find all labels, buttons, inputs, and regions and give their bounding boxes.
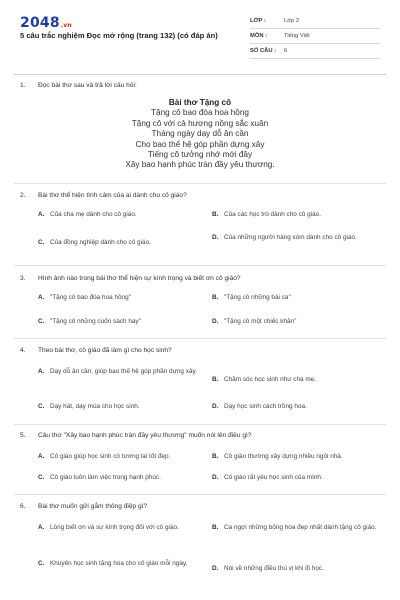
meta-table bbox=[250, 14, 380, 59]
question-divider bbox=[14, 183, 386, 184]
option-text: Của các học trò dành cho cô giáo. bbox=[224, 211, 321, 218]
option-text: "Tặng cô những bài ca" bbox=[224, 294, 291, 301]
option-a[interactable] bbox=[38, 524, 200, 533]
option-text: "Tặng cô những cuốn sách hay" bbox=[50, 318, 141, 325]
question-number: 5. bbox=[20, 432, 26, 439]
poem-title: Bài thơ Tặng cô bbox=[168, 98, 232, 107]
meta-row-count bbox=[250, 44, 380, 59]
meta-value: Lớp 2 bbox=[284, 18, 300, 24]
option-letter: C. bbox=[38, 403, 45, 410]
option-c[interactable] bbox=[38, 560, 200, 569]
question-number: 1. bbox=[20, 82, 26, 89]
question-number: 2. bbox=[20, 192, 26, 199]
option-d[interactable] bbox=[212, 565, 380, 574]
site-logo[interactable] bbox=[20, 15, 72, 31]
option-letter: C. bbox=[38, 560, 45, 567]
option-letter: A. bbox=[38, 368, 45, 375]
option-a[interactable] bbox=[38, 453, 208, 462]
meta-label: MÔN : bbox=[250, 33, 268, 39]
option-c[interactable] bbox=[38, 403, 200, 412]
option-text: Nói về những điều thú vị khi đi học. bbox=[224, 565, 324, 572]
option-a[interactable] bbox=[38, 211, 200, 220]
option-c[interactable] bbox=[38, 318, 200, 327]
option-text: Dạy học sinh cách trồng hoa. bbox=[224, 403, 307, 410]
option-text: "Tặng cô một chiếc khăn" bbox=[224, 318, 297, 325]
question-divider bbox=[14, 494, 386, 495]
option-a[interactable] bbox=[38, 368, 200, 377]
meta-row-subject bbox=[250, 29, 380, 44]
question-text: Đọc bài thơ sau và trả lời câu hỏi: bbox=[38, 82, 137, 89]
question-2 bbox=[20, 192, 380, 199]
option-a[interactable] bbox=[38, 294, 200, 303]
question-4 bbox=[20, 347, 380, 354]
meta-value: 6 bbox=[284, 48, 288, 54]
question-divider bbox=[14, 338, 386, 339]
header-divider bbox=[14, 74, 386, 75]
question-text: Theo bài thơ, cô giáo đã làm gì cho học sinh? bbox=[38, 347, 172, 354]
logo-suffix: .vn bbox=[60, 22, 72, 29]
option-letter: D. bbox=[212, 474, 219, 481]
meta-value: Tiếng Việt bbox=[284, 33, 310, 39]
page-title: 5 câu trắc nghiệm Đọc mở rộng (trang 132) (có đáp án) bbox=[20, 31, 218, 40]
option-letter: C. bbox=[38, 318, 45, 325]
question-divider bbox=[14, 265, 386, 266]
option-letter: A. bbox=[38, 294, 45, 301]
poem-line: Xây bao hạnh phúc tràn đầy yêu thương. bbox=[125, 160, 275, 170]
question-3 bbox=[20, 275, 380, 282]
poem-line: Tháng ngày dạy dỗ ân cần bbox=[151, 129, 249, 139]
option-text: Ca ngợi những bông hoa đẹp nhất dành tặng cô giáo. bbox=[224, 524, 377, 531]
question-divider bbox=[14, 424, 386, 425]
option-text: Của đồng nghiệp dành cho cô giáo. bbox=[50, 239, 151, 246]
meta-row-class bbox=[250, 14, 380, 29]
question-number: 3. bbox=[20, 275, 26, 282]
option-text: Lòng biết ơn và sự kính trọng đối với cô giáo. bbox=[50, 524, 179, 531]
option-letter: D. bbox=[212, 565, 219, 572]
option-letter: A. bbox=[38, 211, 45, 218]
option-text: Cô giáo giúp học sinh có tương lai tốt đẹp. bbox=[50, 453, 171, 460]
option-text: Cô giáo luôn làm việc trong hạnh phúc. bbox=[50, 474, 161, 481]
option-letter: B. bbox=[212, 453, 219, 460]
meta-label: SỐ CÂU : bbox=[250, 48, 277, 54]
option-text: Dạy dỗ ân cần, giúp bao thế hệ góp phần dựng xây. bbox=[50, 368, 197, 375]
option-d[interactable] bbox=[212, 318, 380, 327]
question-6 bbox=[20, 503, 380, 510]
question-text: Bài thơ muốn gửi gắm thông điệp gì? bbox=[38, 503, 148, 510]
option-c[interactable] bbox=[38, 474, 208, 483]
page-header bbox=[0, 0, 400, 70]
option-letter: D. bbox=[212, 234, 219, 241]
option-letter: A. bbox=[38, 524, 45, 531]
option-letter: C. bbox=[38, 474, 45, 481]
option-b[interactable] bbox=[212, 294, 380, 303]
poem-line: Cho bao thế hệ góp phần dựng xây bbox=[135, 139, 265, 149]
question-number: 6. bbox=[20, 503, 26, 510]
option-d[interactable] bbox=[212, 234, 380, 243]
option-d[interactable] bbox=[212, 403, 380, 412]
option-letter: B. bbox=[212, 524, 219, 531]
option-letter: D. bbox=[212, 403, 219, 410]
option-letter: C. bbox=[38, 239, 45, 246]
poem-line: Tiếng cô tưởng nhớ mới đây bbox=[147, 150, 253, 160]
option-text: Dạy hát, dạy múa cho học sinh. bbox=[50, 403, 140, 410]
option-text: Cô giáo thường xây dựng nhiều ngôi nhà. bbox=[224, 453, 343, 460]
question-1 bbox=[20, 82, 380, 89]
option-b[interactable] bbox=[212, 524, 380, 533]
option-letter: B. bbox=[212, 211, 219, 218]
poem-line: Tặng cô bao đóa hoa hồng bbox=[151, 108, 249, 118]
option-text: Khuyên học sinh tặng hoa cho cô giáo mỗi ngày. bbox=[50, 560, 188, 567]
question-text: Câu thơ "Xây bao hạnh phúc tràn đầy yêu thương" muốn nói lên điều gì? bbox=[38, 432, 252, 439]
option-letter: D. bbox=[212, 318, 219, 325]
option-text: Cô giáo rất yêu học sinh của mình. bbox=[224, 474, 323, 481]
option-b[interactable] bbox=[212, 376, 380, 385]
logo-text: 2048 bbox=[20, 15, 60, 31]
option-text: Của cha mẹ dành cho cô giáo. bbox=[50, 211, 137, 218]
question-text: Hình ảnh nào trong bài thơ thể hiện sự kính trọng và biết ơn cô giáo? bbox=[38, 275, 241, 282]
poem bbox=[0, 98, 400, 171]
poem-line: Tặng cô với cả hương nồng sắc xuân bbox=[131, 118, 269, 128]
option-c[interactable] bbox=[38, 239, 200, 248]
option-d[interactable] bbox=[212, 474, 387, 483]
option-text: Của những người hàng xóm dành cho cô giáo. bbox=[224, 234, 357, 241]
option-letter: B. bbox=[212, 294, 219, 301]
option-letter: A. bbox=[38, 453, 45, 460]
option-letter: B. bbox=[212, 376, 219, 383]
question-text: Bài thơ thể hiện tình cảm của ai dành cho cô giáo? bbox=[38, 192, 187, 199]
option-b[interactable] bbox=[212, 211, 380, 220]
option-b[interactable] bbox=[212, 453, 387, 462]
option-text: Chăm sóc học sinh như cha mẹ. bbox=[224, 376, 317, 383]
question-number: 4. bbox=[20, 347, 26, 354]
question-5 bbox=[20, 432, 380, 439]
meta-label: LỚP : bbox=[250, 18, 266, 24]
option-text: "Tặng cô bao đóa hoa hồng" bbox=[50, 294, 131, 301]
